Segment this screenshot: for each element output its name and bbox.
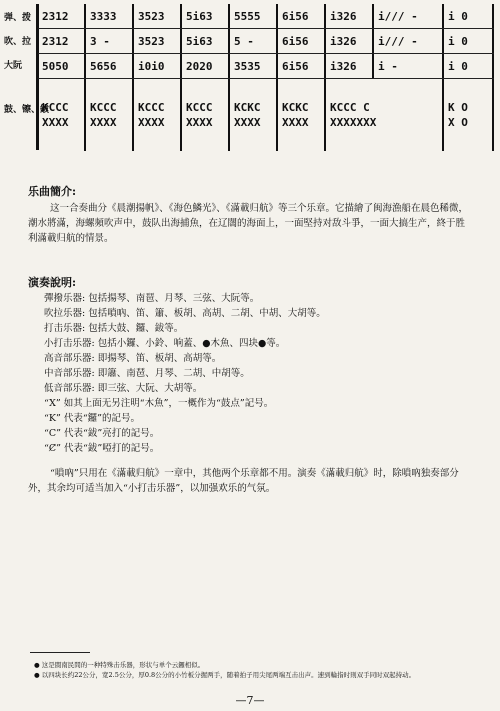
score-cell (278, 79, 326, 151)
score-cell: 6i56 (278, 4, 326, 28)
score-cell: i/// - (374, 29, 444, 53)
score-cell: 3333 (86, 4, 134, 28)
perc-bottom: XXXX (234, 116, 261, 129)
perc-top: KCCC C (330, 101, 370, 114)
score-cell (230, 79, 278, 151)
perc-bottom: XXXX (42, 116, 69, 129)
page-number: —7— (235, 694, 265, 707)
list-item: 打击乐器: 包括大鼓、鑼、鈸等。 (44, 323, 184, 334)
perc-top: KCCC (90, 101, 117, 114)
score-row-labels (4, 4, 50, 150)
performance-title: 演奏說明: (28, 276, 77, 289)
score-cell: 2312 (38, 29, 86, 53)
list-item: 小打击乐器: 包括小鑼、小鈴、响蓋、●木魚、四块●等。 (44, 338, 286, 349)
score-row-percussion (38, 79, 494, 151)
list-item: 高音部乐器: 即揚琴、笛、板胡、高胡等。 (44, 353, 222, 364)
score-cell: 6i56 (278, 54, 326, 78)
list-item: “C” 代表“鈸”亮打的記号。 (44, 428, 160, 439)
score-cell: 3 - (86, 29, 134, 53)
score-cell (444, 79, 494, 151)
perc-bottom: XXXX (138, 116, 165, 129)
row-label-winds: 吹、拉 (4, 37, 32, 47)
score-cell: i 0 (444, 4, 494, 28)
score-cell: 2020 (182, 54, 230, 78)
score-cell (38, 79, 86, 151)
perc-bottom: XXXX (90, 116, 117, 129)
list-item: 彈撥乐器: 包括揚琴、南琶、月琴、三弦、大阮等。 (44, 293, 260, 304)
list-item: “X” 如其上面无另注明“木魚”，一概作为“鼓点”記号。 (44, 398, 274, 409)
footnotes (34, 660, 474, 680)
footnote: ● 这是閩南民間的一种特殊击乐器，形状与单个云鑼相似。 (34, 661, 205, 669)
score-cell: 5656 (86, 54, 134, 78)
score-cell: 5050 (38, 54, 86, 78)
list-item: “C̸” 代表“鈸”啞打的記号。 (44, 443, 160, 454)
score-cell: 6i56 (278, 29, 326, 53)
score-cell: 3523 (134, 4, 182, 28)
list-item: 低音部乐器: 即三弦、大阮、大胡等。 (44, 383, 203, 394)
perc-top: KCCC (42, 101, 69, 114)
perc-top: KCKC (282, 101, 309, 114)
list-item: 中音部乐器: 即簫、南琶、月琴、二胡、中胡等。 (44, 368, 250, 379)
score-cell: i326 (326, 54, 374, 78)
score-cell: i326 (326, 4, 374, 28)
perc-bottom: X O (448, 116, 468, 129)
music-score (38, 4, 494, 150)
score-cell: 2312 (38, 4, 86, 28)
score-cell (86, 79, 134, 151)
perc-bottom: XXXX (186, 116, 213, 129)
score-cell: i 0 (444, 54, 494, 78)
perc-bottom: XXXXXXX (330, 116, 377, 129)
perc-top: KCCC (186, 101, 213, 114)
perc-top: KCKC (234, 101, 261, 114)
footnote-divider (30, 652, 90, 653)
row-label-daruan: 大阮 (4, 61, 23, 71)
score-cell: i0i0 (134, 54, 182, 78)
score-row-daruan (38, 54, 494, 79)
footnote: ● 以四块长约22公分，宽2.5公分，厚0.8公分的小竹板分握两手，随着拍子用尖尾两端互击出声。速到輪指时則双手同时双起持动。 (34, 671, 416, 679)
perc-top: KCCC (138, 101, 165, 114)
note-paragraph: “嗩吶”只用在《滿載归航》一章中，其他两个乐章都不用。演奏《滿載归航》时，除嗩吶独奏部分外，其余均可适当加入“小打击乐器”，以加强欢乐的气氛。 (28, 468, 459, 494)
score-row-plucked (38, 4, 494, 29)
score-cell (134, 79, 182, 151)
score-cell: 5 - (230, 29, 278, 53)
list-item: “K” 代表“鑼”的記号。 (44, 413, 141, 424)
row-label-percussion: 鼓、镲、鈸 (4, 105, 50, 115)
performance-list (44, 291, 464, 456)
score-cell: 3523 (134, 29, 182, 53)
intro-paragraph: 这一合奏曲分《晨潮揚帆》、《海色鱗光》、《滿載归航》等三个乐章。它描繪了闽海漁船在晨色稀微，潮水將滿，海螺頻吹声中，鼓队出海捕魚，在辽闊的海面上，一面堅持对敌斗爭，一面大搞生产，終于胜利滿載归航的情景。 (28, 203, 469, 244)
score-cell: 3535 (230, 54, 278, 78)
score-cell (326, 79, 444, 151)
score-cell: i/// - (374, 4, 444, 28)
perc-bottom: XXXX (282, 116, 309, 129)
list-item: 吹拉乐器: 包括嗩吶、笛、簫、板胡、高胡、二胡、中胡、大胡等。 (44, 308, 326, 319)
score-cell (182, 79, 230, 151)
score-cell: i 0 (444, 29, 494, 53)
score-cell: 5i63 (182, 29, 230, 53)
score-cell: i326 (326, 29, 374, 53)
score-cell: 5i63 (182, 4, 230, 28)
score-cell: 5555 (230, 4, 278, 28)
perc-top: K O (448, 101, 468, 114)
row-label-plucked: 弹、拨 (4, 13, 32, 23)
intro-title: 乐曲簡介: (28, 185, 77, 198)
score-row-winds (38, 29, 494, 54)
score-cell: i - (374, 54, 444, 78)
